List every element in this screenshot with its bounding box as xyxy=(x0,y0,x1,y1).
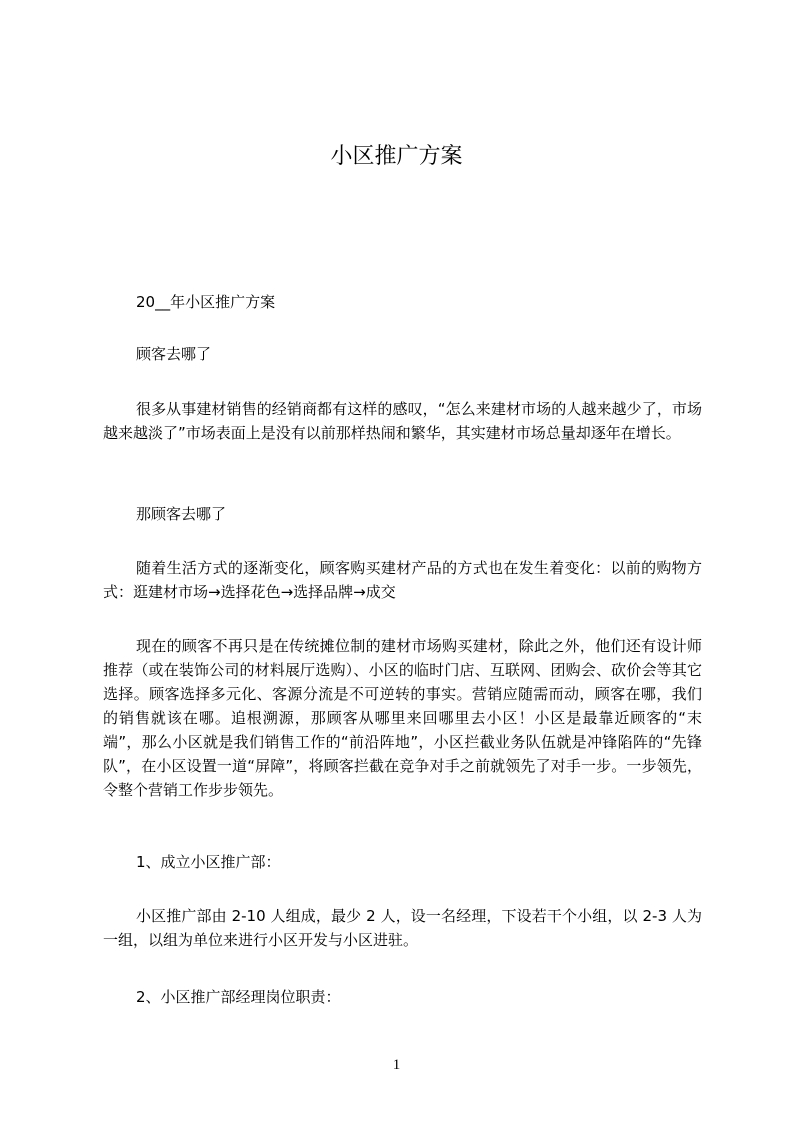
paragraph-shopping-change: 随着生活方式的逐渐变化，顾客购买建材产品的方式也在发生着变化：以前的购物方式：逛建材市场→选择花色→选择品牌→成交 xyxy=(103,559,702,601)
subtitle-paragraph: 20__年小区推广方案 xyxy=(136,293,276,311)
heading-so-where-customers-went: 那顾客去哪了 xyxy=(136,505,227,523)
heading-where-customers-went: 顾客去哪了 xyxy=(136,345,212,363)
paragraph-promotion-department: 小区推广部由 2-10 人组成，最少 2 人，设一名经理，下设若干个小组，以 2-3 人为一组，以组为单位来进行小区开发与小区进驻。 xyxy=(103,907,702,949)
heading-section-1: 1、成立小区推广部： xyxy=(136,853,281,871)
page-number: 1 xyxy=(392,1057,401,1073)
paragraph-market-complaint: 很多从事建材销售的经销商都有这样的感叹，“怎么来建材市场的人越来越少了，市场越来越淡了”市场表面上是没有以前那样热闹和繁华，其实建材市场总量却逐年在增长。 xyxy=(103,400,702,442)
heading-section-2: 2、小区推广部经理岗位职责： xyxy=(136,988,341,1006)
paragraph-current-customers: 现在的顾客不再只是在传统摊位制的建材市场购买建材，除此之外，他们还有设计师推荐（或在装饰公司的材料展厅选购）、小区的临时门店、互联网、团购会、砍价会等其它选择。顾客选择多元化、客源分流是不可逆转的事实。营销应随需而动，顾客在哪，我们的销售就该在哪。追根溯源，那顾客从哪里来回哪里去小区！小区是最靠近顾客的“末端”，那么小区就是我们销售工作的“前沿阵地”，小区拦截业务队伍就是冲锋陷阵的“先锋队”，在小区设置一道“屏障”，将顾客拦截在竞争对手之前就领先了对手一步。一步领先，令整个营销工作步步领先。 xyxy=(103,637,702,799)
page-title: 小区推广方案 xyxy=(330,144,463,169)
